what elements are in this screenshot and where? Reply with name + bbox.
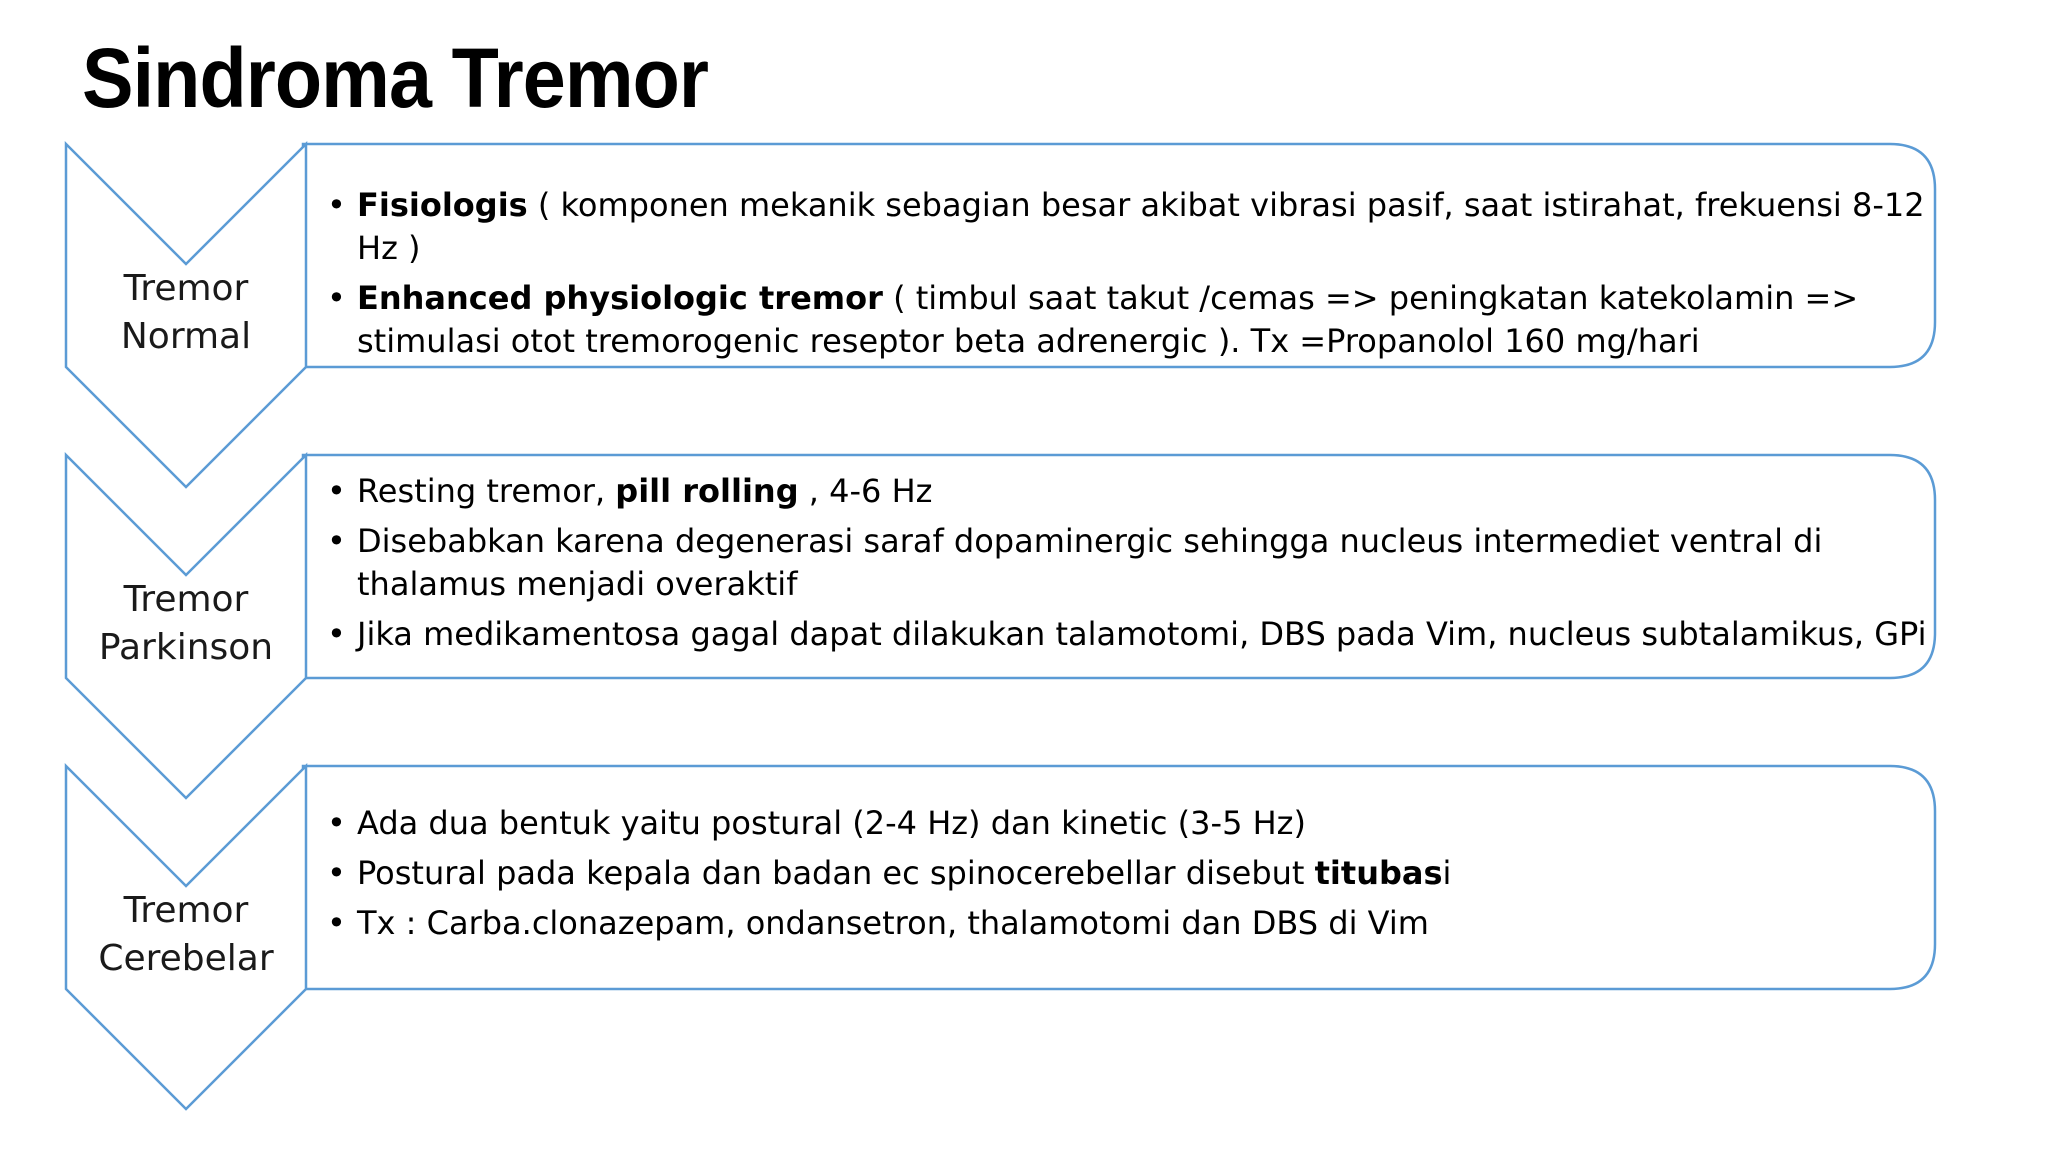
bullet-item: [325, 852, 1945, 895]
bullet-bold: Enhanced physiologic tremor: [357, 279, 883, 317]
bullet-tail: i: [1442, 854, 1452, 892]
bullet-item: [325, 613, 1945, 656]
page-title: Sindroma Tremor: [82, 31, 709, 125]
bullet-list: [325, 470, 1945, 656]
chevron-label-line1: Tremor: [123, 579, 249, 620]
chevron-label-parkinson: [66, 576, 306, 672]
bullet-text: Tx : Carba.clonazepam, ondansetron, thalamotomi dan DBS di Vim: [357, 904, 1429, 942]
bullet-item: [325, 802, 1945, 845]
content-normal: [325, 184, 1945, 370]
bullet-text: Jika medikamentosa gagal dapat dilakukan talamotomi, DBS pada Vim, nucleus subtalamikus, GPi: [357, 615, 1927, 653]
bullet-bold: titubas: [1314, 854, 1443, 892]
bullet-text: Postural pada kepala dan badan ec spinocerebellar disebut: [357, 854, 1315, 892]
bullet-item: [325, 902, 1945, 945]
chevron-label-normal: [66, 265, 306, 361]
content-cerebelar: [325, 802, 1945, 952]
bullet-list: [325, 802, 1945, 945]
bullet-item: [325, 184, 1945, 270]
chevron-label-cerebelar: [66, 887, 306, 983]
bullet-item: [325, 470, 1945, 513]
bullet-text: ( komponen mekanik sebagian besar akibat vibrasi pasif, saat istirahat, frekuensi 8-12 Hz ): [357, 186, 1925, 267]
bullet-item: [325, 277, 1945, 363]
chevron-label-line2: Cerebelar: [98, 938, 274, 979]
bullet-bold: pill rolling: [615, 472, 799, 510]
bullet-tail: , 4-6 Hz: [798, 472, 933, 510]
chevron-label-line1: Tremor: [123, 268, 249, 309]
bullet-text: Disebabkan karena degenerasi saraf dopaminergic sehingga nucleus intermediet ventral di thalamus menjadi overaktif: [357, 522, 1823, 603]
bullet-text: Ada dua bentuk yaitu postural (2-4 Hz) dan kinetic (3-5 Hz): [357, 804, 1306, 842]
chevron-label-line2: Normal: [120, 316, 252, 357]
chevron-label-line2: Parkinson: [98, 627, 274, 668]
bullet-item: [325, 520, 1945, 606]
bullet-text: ( timbul saat takut /cemas => peningkatan katekolamin => stimulasi otot tremorogenic reseptor beta adrenergic ). Tx =Propanolol 160 mg/hari: [357, 279, 1859, 360]
bullet-list: [325, 184, 1945, 363]
content-parkinson: [325, 470, 1945, 663]
chevron-label-line1: Tremor: [123, 890, 249, 931]
bullet-bold: Fisiologis: [357, 186, 528, 224]
bullet-text: Resting tremor,: [357, 472, 616, 510]
